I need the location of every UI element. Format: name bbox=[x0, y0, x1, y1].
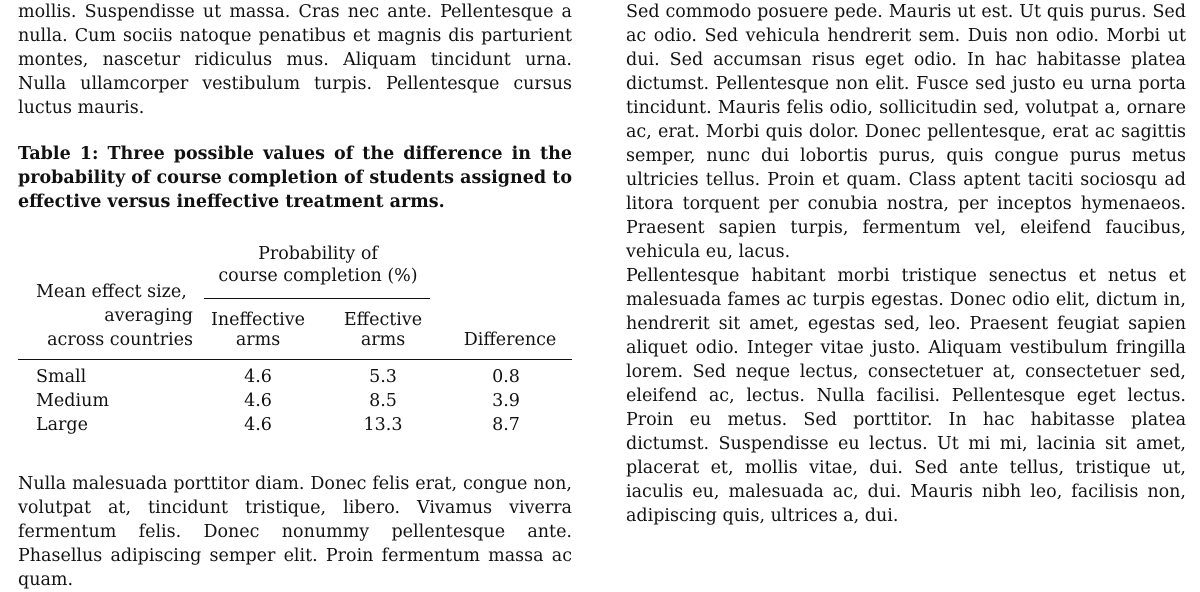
row-ineffective-value: 4.6 bbox=[244, 367, 272, 387]
row-difference-value: 3.9 bbox=[492, 391, 520, 411]
col-header-effective-line2: arms bbox=[360, 330, 406, 350]
group-header-line1: Probability of bbox=[258, 244, 378, 264]
row-effective-value: 13.3 bbox=[363, 415, 403, 435]
body-paragraph-right-1: Sed commodo posuere pede. Mauris ut est. Ut quis purus. Sed ac odio. Sed vehicula hendrerit sem. Duis non odio. Morbi ut dui. Sed accumsan risus eget odio. In hac habitasse platea dictumst. Pellentesque non elit. Fusce sed justo eu urna porta tincidunt. Mauris felis odio, sollicitudin sed, volutpat a, ornare ac, erat. Morbi quis dolor. Donec pellentesque, erat ac sagittis semper, nunc dui lobortis purus, quis congue purus metus ultricies tellus. Proin et quam. Class aptent taciti sociosqu ad litora torquent per conubia nostra, per inceptos hymenaeos. Praesent sapien turpis, fermentum vel, eleifend faucibus, vehicula eu, lacus. bbox=[626, 2, 1186, 262]
col-header-effective-line1: Effective bbox=[343, 310, 423, 330]
col-header-ineffective-line1: Ineffective bbox=[210, 310, 305, 330]
row-effective-value: 5.3 bbox=[369, 367, 397, 387]
table-row bbox=[18, 365, 572, 389]
row-difference-value: 8.7 bbox=[492, 415, 520, 435]
col-header-mean-line2: averaging bbox=[104, 306, 193, 326]
results-table bbox=[18, 242, 572, 442]
body-paragraph-bottom: Nulla malesuada porttitor diam. Donec felis erat, congue non, volutpat at, tincidunt tristique, libero. Vivamus viverra fermentum felis. Donec nonummy pellentesque ante. Phasellus adipiscing semper elit. Proin fermentum massa ac quam. bbox=[18, 474, 572, 590]
table-row bbox=[18, 389, 572, 413]
col-header-ineffective-line2: arms bbox=[235, 330, 281, 350]
col-header-mean-line1: Mean effect size, bbox=[36, 282, 187, 302]
row-difference-value: 0.8 bbox=[492, 367, 520, 387]
group-header-rule bbox=[204, 298, 430, 299]
table-caption: Table 1: Three possible values of the difference in the probability of course completion of students assigned to effective versus ineffective treatment arms. bbox=[18, 144, 572, 212]
row-ineffective-value: 4.6 bbox=[244, 391, 272, 411]
body-paragraph-top: mollis. Suspendisse ut massa. Cras nec ante. Pellentesque a nulla. Cum sociis natoque penatibus et magnis dis parturient montes, nascetur ridiculus mus. Aliquam tincidunt urna. Nulla ullamcorper vestibulum turpis. Pellentesque cursus luctus mauris. bbox=[18, 2, 572, 118]
col-header-mean-line3: across countries bbox=[47, 330, 193, 350]
right-column bbox=[626, 0, 1186, 528]
row-label: Small bbox=[36, 367, 87, 387]
row-effective-value: 8.5 bbox=[369, 391, 397, 411]
row-ineffective-value: 4.6 bbox=[244, 415, 272, 435]
body-paragraph-right-2: Pellentesque habitant morbi tristique senectus et netus et malesuada fames ac turpis egestas. Donec odio elit, dictum in, hendrerit sit amet, egestas sed, leo. Praesent feugiat sapien aliquet odio. Integer vitae justo. Aliquam vestibulum fringilla lorem. Sed neque lectus, consectetuer at, consectetuer sed, eleifend ac, lectus. Nulla facilisi. Pellentesque eget lectus. Proin eu metus. Sed porttitor. In hac habitasse platea dictumst. Suspendisse eu lectus. Ut mi mi, lacinia sit amet, placerat et, mollis vitae, dui. Sed ante tellus, tristique ut, iaculis eu, malesuada ac, dui. Mauris nibh leo, facilisis non, adipiscing quis, ultrices a, dui. bbox=[626, 266, 1186, 526]
col-header-difference: Difference bbox=[463, 330, 557, 350]
header-rule bbox=[18, 359, 572, 360]
table-row bbox=[18, 413, 572, 437]
group-header-line2: course completion (%) bbox=[218, 266, 418, 286]
row-label: Medium bbox=[36, 391, 109, 411]
row-label: Large bbox=[36, 415, 88, 435]
